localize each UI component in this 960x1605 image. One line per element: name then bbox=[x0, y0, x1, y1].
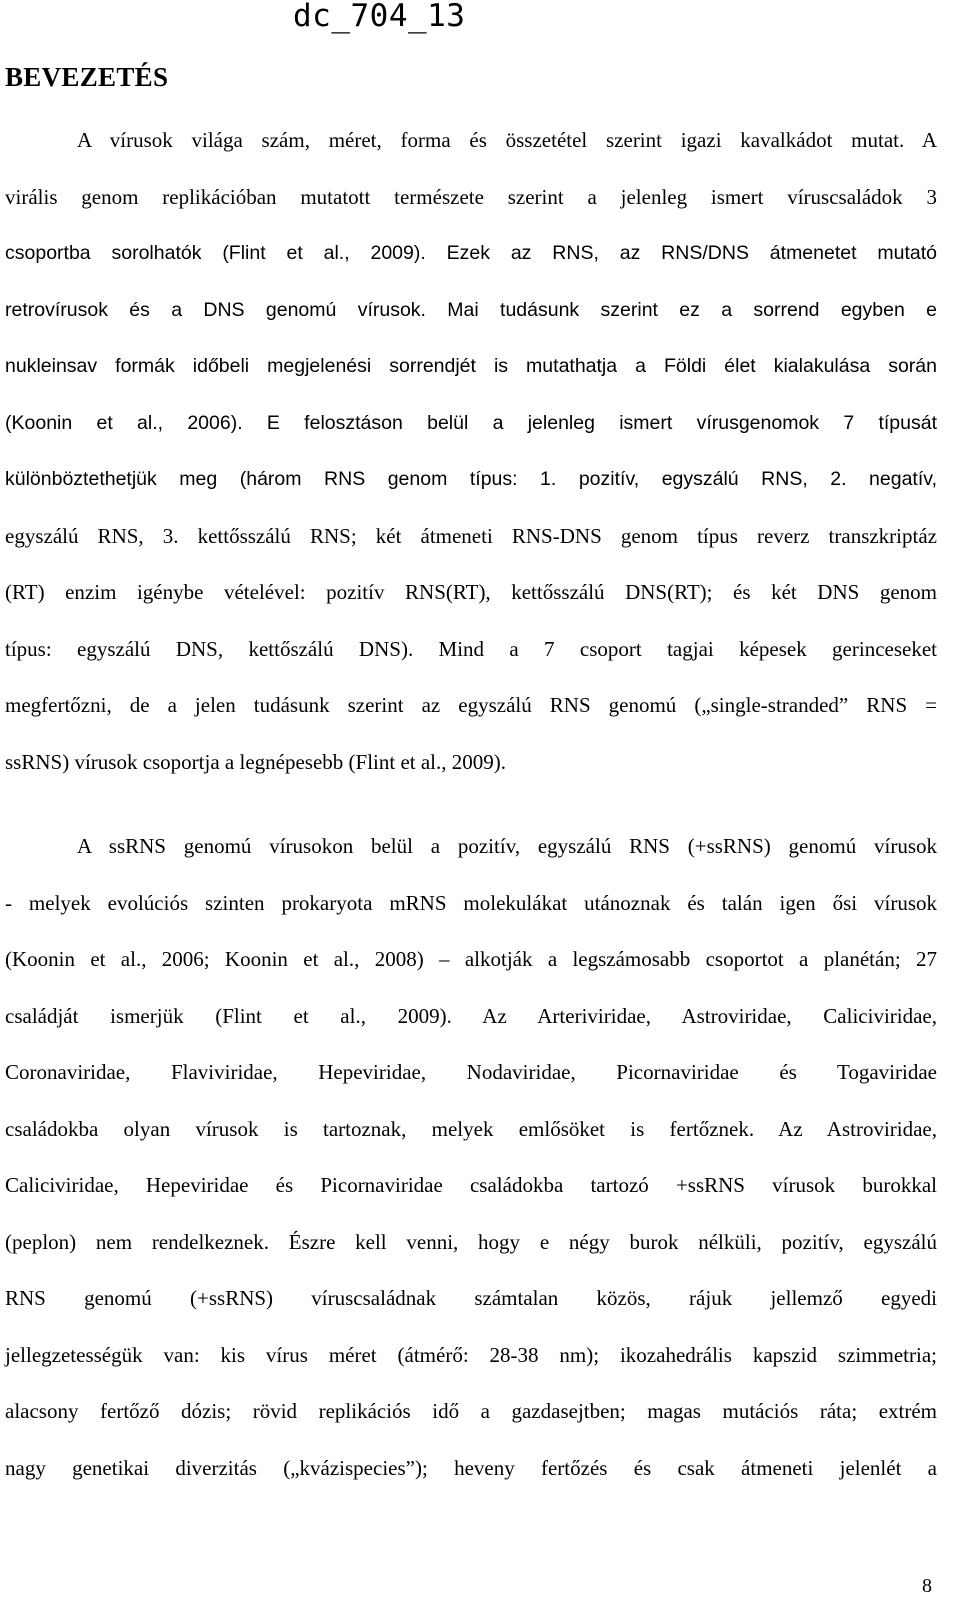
paragraph-1 bbox=[5, 112, 937, 790]
section-heading: BEVEZETÉS bbox=[5, 62, 169, 92]
text-line: Caliciviridae, Hepeviridae és Picornaviridae családokba tartozó +ssRNS vírusok burokkal bbox=[5, 1173, 937, 1197]
text-line: nagy genetikai diverzitás („kvázispecies”); heveny fertőzés és csak átmeneti jelenlét a bbox=[5, 1455, 937, 1480]
text-line: - melyek evolúciós szinten prokaryota mRNS molekulákat utánoznak és talán igen ősi vírusok bbox=[5, 890, 937, 915]
text-line: RNS genomú (+ssRNS) víruscsaládnak számtalan közös, rájuk jellemző egyedi bbox=[5, 1286, 937, 1310]
text-line: családját ismerjük (Flint et al., 2009). Az Arteriviridae, Astroviridae, Caliciviridae, bbox=[5, 1003, 937, 1028]
text-line: ssRNS) vírusok csoportja a legnépesebb (Flint et al., 2009). bbox=[5, 749, 507, 774]
text-line: A vírusok világa szám, méret, forma és összetétel szerint igazi kavalkádot mutat. A bbox=[77, 128, 937, 152]
page-number: 8 bbox=[922, 1575, 932, 1597]
paragraph-2 bbox=[5, 818, 937, 1496]
text-line: retrovírusok és a DNS genomú vírusok. Mai tudásunk szerint ez a sorrend egyben e bbox=[5, 298, 937, 321]
text-line: típus: egyszálú DNS, kettőszálú DNS). Mind a 7 csoport tagjai képesek gerinceseket bbox=[5, 636, 937, 661]
text-line: A ssRNS genomú vírusokon belül a pozitív, egyszálú RNS (+ssRNS) genomú vírusok bbox=[77, 834, 937, 858]
text-line: (Koonin et al., 2006; Koonin et al., 2008) – alkotják a legszámosabb csoportot a planétán; 27 bbox=[5, 947, 937, 971]
text-line: nukleinsav formák időbeli megjelenési sorrendjét is mutathatja a Földi élet kialakulása során bbox=[5, 355, 937, 377]
text-line: (peplon) nem rendelkeznek. Észre kell venni, hogy e négy burok nélküli, pozitív, egyszálú bbox=[5, 1229, 937, 1254]
text-line: különböztethetjük meg (három RNS genom típus: 1. pozitív, egyszálú RNS, 2. negatív, bbox=[5, 468, 937, 490]
text-line: megfertőzni, de a jelen tudásunk szerint az egyszálú RNS genomú („single-stranded” RNS = bbox=[5, 693, 937, 717]
text-line: virális genom replikációban mutatott természete szerint a jelenleg ismert víruscsaládok 3 bbox=[5, 184, 937, 209]
text-line: (Koonin et al., 2006). E felosztáson belül a jelenleg ismert vírusgenomok 7 típusát bbox=[5, 411, 937, 434]
text-line: (RT) enzim igénybe vételével: pozitív RNS(RT), kettősszálú DNS(RT); és két DNS genom bbox=[5, 580, 937, 604]
text-line: jellegzetességük van: kis vírus méret (átmérő: 28-38 nm); ikozahedrális kapszid szimmetria; bbox=[5, 1342, 937, 1367]
text-line: családokba olyan vírusok is tartoznak, melyek emlősöket is fertőznek. Az Astroviridae, bbox=[5, 1116, 937, 1141]
text-line: alacsony fertőző dózis; rövid replikációs idő a gazdasejtben; magas mutációs ráta; extrém bbox=[5, 1399, 937, 1423]
text-line: csoportba sorolhatók (Flint et al., 2009). Ezek az RNS, az RNS/DNS átmenetet mutató bbox=[5, 242, 937, 264]
text-line: egyszálú RNS, 3. kettősszálú RNS; két átmeneti RNS-DNS genom típus reverz transzkriptáz bbox=[5, 523, 937, 548]
document-id: dc_704_13 bbox=[293, 0, 466, 34]
text-line: Coronaviridae, Flaviviridae, Hepeviridae, Nodaviridae, Picornaviridae és Togaviridae bbox=[5, 1060, 937, 1084]
